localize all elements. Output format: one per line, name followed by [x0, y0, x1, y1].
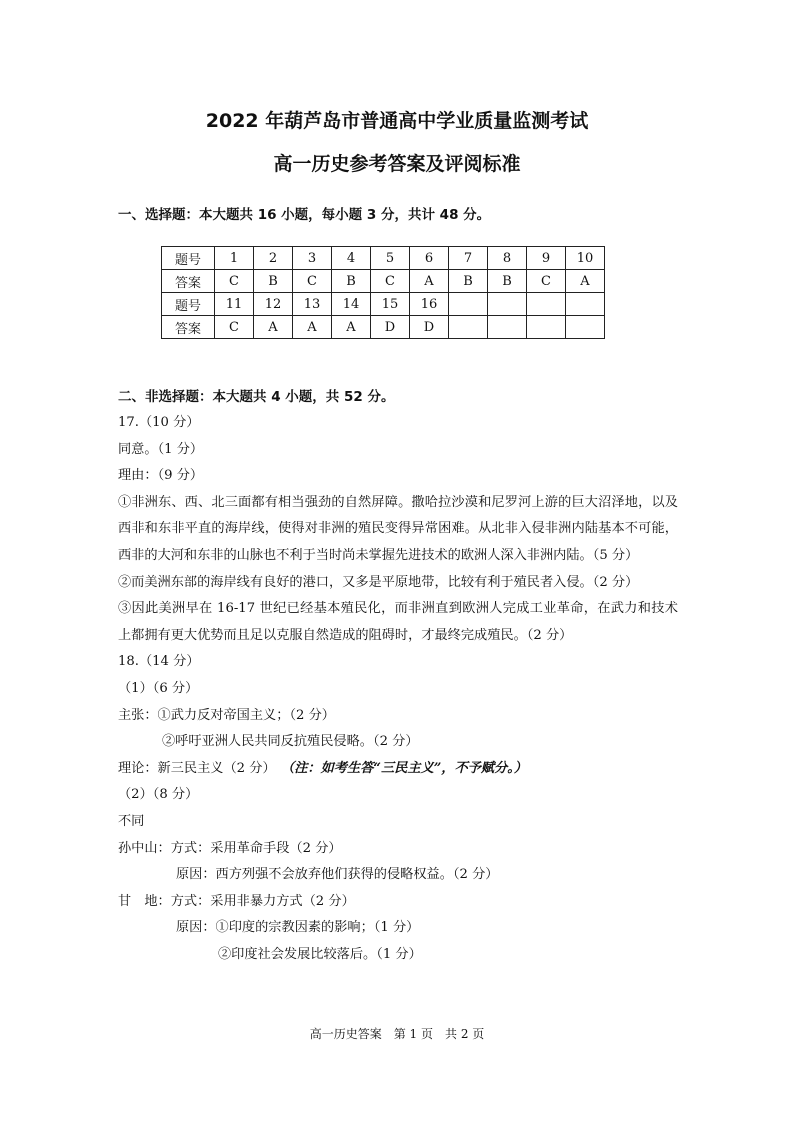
- answer-table-cell: D: [410, 316, 449, 339]
- answer-table-cell: [566, 293, 605, 316]
- sun-reason: 原因：西方列强不会放弃他们获得的侵略权益。（2 分）: [176, 867, 499, 883]
- answer-table-cell: [449, 293, 488, 316]
- q18-theory: 理论：新三民主义（2 分）: [118, 760, 276, 776]
- answer-table-cell: A: [410, 270, 449, 293]
- answer-table-cell: C: [527, 270, 566, 293]
- answer-table: [161, 246, 605, 339]
- answer-table-row: [162, 293, 605, 316]
- answer-table-row: [162, 316, 605, 339]
- answer-table-cell: [449, 316, 488, 339]
- answer-table-cell: [527, 293, 566, 316]
- answer-table-header-cell: 答案: [162, 270, 215, 293]
- exam-subtitle: 高一历史参考答案及评阅标准: [273, 153, 521, 175]
- q18-note: （注：如考生答“三民主义”，不予赋分。）: [287, 760, 528, 776]
- q17-point1: ①非洲东、西、北三面都有相当强劲的自然屏障。撒哈拉沙漠和尼罗河上游的巨大沼泽地，以及西非和东非平直的海岸线，使得对非洲的殖民变得异常困难。从北非入侵非洲内陆基本不可能，西非的大河和东非的山脉也不利于当时尚未掌握先进技术的欧洲人深入非洲内陆。（5 分）: [118, 494, 678, 563]
- answer-table-cell: 11: [215, 293, 254, 316]
- answer-table-cell: A: [566, 270, 605, 293]
- q17-title: 17.（10 分）: [118, 415, 200, 430]
- answer-table-cell: 16: [410, 293, 449, 316]
- q18-part1: （1）（6 分）: [118, 680, 199, 696]
- answer-table-cell: 9: [527, 247, 566, 270]
- gandhi-reason1: 原因：①印度的宗教因素的影响；（1 分）: [176, 920, 420, 936]
- section2-body: [118, 410, 678, 968]
- answer-table-cell: 12: [254, 293, 293, 316]
- section2-heading: 二、非选择题：本大题共 4 小题，共 52 分。: [118, 389, 395, 405]
- answer-table-cell: A: [254, 316, 293, 339]
- q17-point3: ③因此美洲早在 16-17 世纪已经基本殖民化，而非洲直到欧洲人完成工业革命，在武力和技术上都拥有更大优势而且足以克服自然造成的阻碍时，才最终完成殖民。（2 分）: [118, 601, 678, 643]
- answer-table-cell: B: [488, 270, 527, 293]
- answer-table-cell: 2: [254, 247, 293, 270]
- q17-reason-label: 理由：（9 分）: [118, 468, 204, 484]
- answer-table-cell: 4: [332, 247, 371, 270]
- q18-part2: （2）（8 分）: [118, 787, 199, 803]
- answer-table-cell: [527, 316, 566, 339]
- q18-claim2: ②呼吁亚洲人民共同反抗殖民侵略。（2 分）: [162, 734, 419, 750]
- answer-table-header-cell: 答案: [162, 316, 215, 339]
- answer-table-cell: D: [371, 316, 410, 339]
- answer-table-header-cell: 题号: [162, 293, 215, 316]
- q18-diff: 不同: [118, 813, 145, 829]
- answer-table-cell: 8: [488, 247, 527, 270]
- answer-table-cell: B: [254, 270, 293, 293]
- page-footer: 高一历史答案 第 1 页 共 2 页: [309, 1027, 485, 1041]
- q18-theory-line: [118, 756, 678, 783]
- answer-table-row: [162, 247, 605, 270]
- gandhi-method: 甘 地：方式：采用非暴力方式（2 分）: [118, 893, 355, 909]
- answer-table-cell: C: [215, 316, 254, 339]
- q18-title: 18.（14 分）: [118, 654, 200, 670]
- answer-table-cell: B: [332, 270, 371, 293]
- answer-table-cell: 5: [371, 247, 410, 270]
- answer-table-cell: 13: [293, 293, 332, 316]
- gandhi-reason2: ②印度社会发展比较落后。（1 分）: [218, 946, 422, 962]
- answer-table-cell: C: [293, 270, 332, 293]
- answer-table-cell: 10: [566, 247, 605, 270]
- exam-title: 2022 年葫芦岛市普通高中学业质量监测考试: [205, 110, 589, 132]
- answer-table-header-cell: 题号: [162, 247, 215, 270]
- answer-table-cell: 15: [371, 293, 410, 316]
- answer-table-cell: 6: [410, 247, 449, 270]
- answer-table-cell: 1: [215, 247, 254, 270]
- answer-table-cell: 14: [332, 293, 371, 316]
- answer-table-cell: [566, 316, 605, 339]
- sun-method: 孙中山：方式：采用革命手段（2 分）: [118, 840, 342, 856]
- q17-agree: 同意。（1 分）: [118, 441, 204, 457]
- answer-table-cell: 7: [449, 247, 488, 270]
- q17-point2: ②而美洲东部的海岸线有良好的港口，又多是平原地带，比较有利于殖民者入侵。（2 分）: [118, 574, 639, 590]
- q18-claim1: 主张：①武力反对帝国主义；（2 分）: [118, 707, 335, 723]
- answer-table-cell: B: [449, 270, 488, 293]
- answer-table-row: [162, 270, 605, 293]
- answer-table-cell: A: [332, 316, 371, 339]
- answer-table-cell: [488, 316, 527, 339]
- answer-table-cell: [488, 293, 527, 316]
- answer-table-cell: C: [215, 270, 254, 293]
- answer-table-cell: A: [293, 316, 332, 339]
- answer-table-cell: 3: [293, 247, 332, 270]
- section1-heading: 一、选择题：本大题共 16 小题，每小题 3 分，共计 48 分。: [118, 207, 491, 223]
- answer-table-cell: C: [371, 270, 410, 293]
